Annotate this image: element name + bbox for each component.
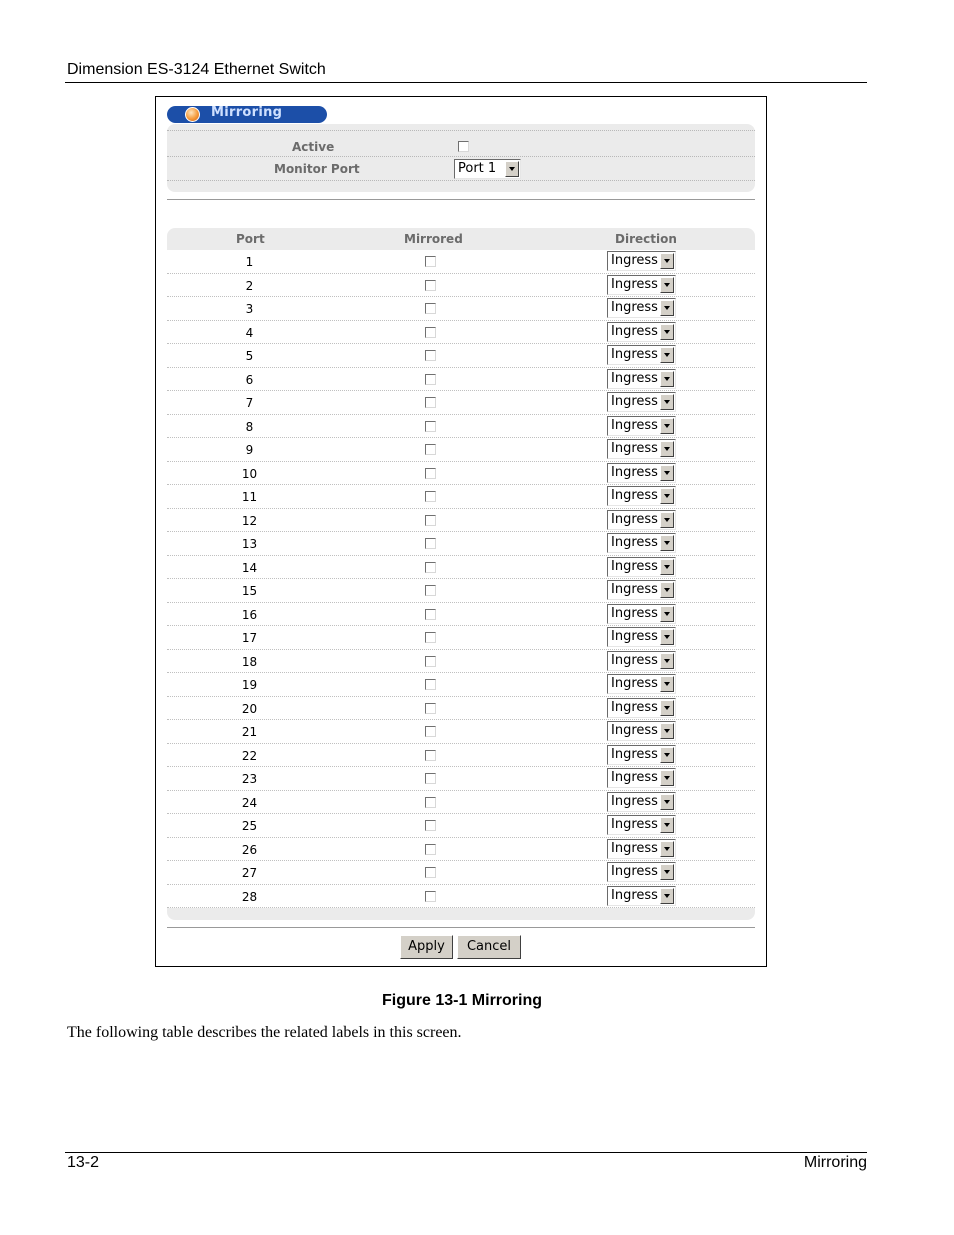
chevron-down-icon[interactable] bbox=[660, 559, 674, 575]
direction-select[interactable] bbox=[607, 345, 676, 365]
direction-select[interactable] bbox=[607, 439, 676, 459]
direction-value: Ingress bbox=[611, 535, 658, 550]
mirrored-checkbox[interactable] bbox=[425, 515, 436, 526]
table-row bbox=[167, 673, 755, 697]
active-label: Active bbox=[292, 140, 335, 154]
mirrored-checkbox[interactable] bbox=[425, 303, 436, 314]
direction-select[interactable] bbox=[607, 275, 676, 295]
table-row bbox=[167, 838, 755, 862]
mirrored-checkbox[interactable] bbox=[425, 867, 436, 878]
chevron-down-icon[interactable] bbox=[505, 161, 519, 177]
port-number: 12 bbox=[241, 513, 258, 528]
chevron-down-icon[interactable] bbox=[660, 465, 674, 481]
direction-select[interactable] bbox=[607, 674, 676, 694]
chevron-down-icon[interactable] bbox=[660, 371, 674, 387]
port-number: 21 bbox=[241, 725, 258, 739]
port-number: 15 bbox=[241, 584, 258, 598]
table-row bbox=[167, 579, 755, 603]
table-row bbox=[167, 250, 755, 274]
chevron-down-icon[interactable] bbox=[660, 864, 674, 880]
mirrored-checkbox[interactable] bbox=[425, 844, 436, 855]
chevron-down-icon[interactable] bbox=[660, 841, 674, 857]
port-number: 8 bbox=[245, 419, 254, 434]
table-row bbox=[167, 438, 755, 462]
page-number: 13-2 bbox=[67, 1154, 100, 1171]
screen-title: Mirroring bbox=[211, 105, 283, 120]
direction-select[interactable] bbox=[607, 792, 676, 812]
table-row bbox=[167, 368, 755, 392]
mirrored-checkbox[interactable] bbox=[425, 256, 436, 267]
direction-select[interactable] bbox=[607, 721, 676, 741]
direction-select[interactable] bbox=[607, 392, 676, 412]
table-row bbox=[167, 297, 755, 321]
table-row bbox=[167, 650, 755, 674]
table-row bbox=[167, 321, 755, 345]
mirrored-checkbox[interactable] bbox=[425, 374, 436, 385]
port-number: 3 bbox=[245, 302, 254, 316]
table-row bbox=[167, 344, 755, 368]
direction-select[interactable] bbox=[607, 768, 676, 788]
chevron-down-icon[interactable] bbox=[660, 253, 674, 269]
direction-value: Ingress bbox=[611, 723, 658, 738]
mirrored-checkbox[interactable] bbox=[425, 773, 436, 784]
direction-select[interactable] bbox=[607, 886, 676, 906]
mirrored-checkbox[interactable] bbox=[425, 703, 436, 714]
monitor-port-label: Monitor Port bbox=[274, 162, 360, 176]
table-row bbox=[167, 744, 755, 768]
direction-select[interactable] bbox=[607, 627, 676, 647]
port-number: 20 bbox=[241, 701, 258, 716]
chevron-down-icon[interactable] bbox=[660, 653, 674, 669]
table-row bbox=[167, 861, 755, 885]
direction-value: Ingress bbox=[611, 582, 658, 597]
mirrored-checkbox[interactable] bbox=[425, 797, 436, 808]
port-number: 25 bbox=[241, 819, 258, 833]
table-row bbox=[167, 274, 755, 298]
mirrored-checkbox[interactable] bbox=[425, 397, 436, 408]
direction-select[interactable] bbox=[607, 698, 676, 718]
direction-value: Ingress bbox=[611, 441, 658, 456]
chevron-down-icon[interactable] bbox=[660, 277, 674, 293]
chevron-down-icon[interactable] bbox=[660, 488, 674, 504]
chevron-down-icon[interactable] bbox=[660, 770, 674, 786]
apply-button[interactable]: Apply bbox=[400, 935, 453, 959]
mirrored-checkbox[interactable] bbox=[425, 350, 436, 361]
footer-rule bbox=[65, 1152, 867, 1153]
direction-value: Ingress bbox=[611, 887, 658, 903]
mirrored-checkbox[interactable] bbox=[425, 656, 436, 667]
direction-select[interactable] bbox=[607, 580, 676, 600]
direction-select[interactable] bbox=[607, 557, 676, 577]
monitor-port-select[interactable] bbox=[454, 159, 521, 179]
port-number: 17 bbox=[241, 631, 258, 645]
direction-select[interactable] bbox=[607, 815, 676, 835]
table-row bbox=[167, 556, 755, 580]
mirrored-checkbox[interactable] bbox=[425, 726, 436, 737]
direction-value: Ingress bbox=[611, 488, 658, 503]
figure-caption: Figure 13-1 Mirroring bbox=[381, 992, 543, 1009]
direction-select[interactable] bbox=[607, 463, 676, 483]
direction-value: Ingress bbox=[611, 629, 658, 644]
direction-value: Ingress bbox=[611, 676, 658, 691]
direction-value: Ingress bbox=[611, 793, 658, 809]
direction-value: Ingress bbox=[611, 699, 658, 715]
mirroring-screen bbox=[155, 96, 767, 967]
header-rule bbox=[65, 82, 867, 83]
table-row bbox=[167, 485, 755, 509]
direction-value: Ingress bbox=[611, 253, 658, 268]
chevron-down-icon[interactable] bbox=[660, 629, 674, 645]
port-number: 26 bbox=[241, 842, 258, 857]
table-row bbox=[167, 415, 755, 439]
direction-value: Ingress bbox=[611, 464, 658, 480]
direction-value: Ingress bbox=[611, 864, 658, 879]
table-row bbox=[167, 814, 755, 838]
port-number: 23 bbox=[241, 772, 258, 786]
table-row bbox=[167, 791, 755, 815]
table-row bbox=[167, 626, 755, 650]
chevron-down-icon[interactable] bbox=[660, 324, 674, 340]
row-divider bbox=[167, 130, 755, 132]
port-number: 4 bbox=[245, 325, 254, 340]
direction-select[interactable] bbox=[607, 510, 676, 530]
direction-value: Ingress bbox=[611, 370, 658, 386]
screen-title-bar bbox=[167, 106, 327, 123]
table-row bbox=[167, 532, 755, 556]
mirrored-checkbox[interactable] bbox=[425, 609, 436, 620]
direction-value: Ingress bbox=[611, 417, 658, 433]
direction-value: Ingress bbox=[611, 558, 658, 574]
chevron-down-icon[interactable] bbox=[660, 300, 674, 316]
table-row bbox=[167, 885, 755, 909]
direction-value: Ingress bbox=[611, 394, 658, 409]
port-mirroring-table bbox=[167, 228, 755, 920]
chevron-down-icon[interactable] bbox=[660, 512, 674, 528]
mirrored-checkbox[interactable] bbox=[425, 421, 436, 432]
chevron-down-icon[interactable] bbox=[660, 441, 674, 457]
table-row bbox=[167, 720, 755, 744]
direction-select[interactable] bbox=[607, 298, 676, 318]
chevron-down-icon[interactable] bbox=[660, 747, 674, 763]
chevron-down-icon[interactable] bbox=[660, 418, 674, 434]
chevron-down-icon[interactable] bbox=[660, 394, 674, 410]
direction-value: Ingress bbox=[611, 746, 658, 762]
column-header-mirrored: Mirrored bbox=[404, 232, 463, 246]
mirrored-checkbox[interactable] bbox=[425, 444, 436, 455]
direction-value: Ingress bbox=[611, 652, 658, 668]
table-row bbox=[167, 767, 755, 791]
port-number: 16 bbox=[241, 607, 258, 622]
mirrored-checkbox[interactable] bbox=[425, 538, 436, 549]
port-number: 11 bbox=[241, 490, 258, 504]
direction-select[interactable] bbox=[607, 533, 676, 553]
port-number: 2 bbox=[245, 278, 254, 293]
active-checkbox[interactable] bbox=[458, 141, 469, 152]
chevron-down-icon[interactable] bbox=[660, 817, 674, 833]
mirrored-checkbox[interactable] bbox=[425, 468, 436, 479]
mirrored-checkbox[interactable] bbox=[425, 891, 436, 902]
button-divider bbox=[167, 927, 755, 928]
table-row bbox=[167, 603, 755, 627]
row-divider bbox=[167, 180, 755, 182]
direction-value: Ingress bbox=[611, 347, 658, 362]
monitor-port-value: Port 1 bbox=[458, 161, 497, 176]
port-number: 28 bbox=[241, 889, 258, 904]
direction-value: Ingress bbox=[611, 300, 658, 315]
settings-panel bbox=[167, 124, 755, 192]
port-number: 14 bbox=[241, 560, 258, 575]
column-header-port: Port bbox=[236, 232, 265, 246]
table-row bbox=[167, 391, 755, 415]
port-number: 10 bbox=[241, 466, 258, 481]
direction-select[interactable] bbox=[607, 486, 676, 506]
port-number: 19 bbox=[241, 678, 258, 692]
mirrored-checkbox[interactable] bbox=[425, 327, 436, 338]
direction-select[interactable] bbox=[607, 369, 676, 389]
cancel-button[interactable]: Cancel bbox=[457, 935, 521, 959]
mirrored-checkbox[interactable] bbox=[425, 820, 436, 831]
port-number: 5 bbox=[245, 349, 254, 363]
direction-select[interactable] bbox=[607, 862, 676, 882]
port-number: 13 bbox=[241, 537, 258, 551]
port-number: 22 bbox=[241, 748, 258, 763]
direction-value: Ingress bbox=[611, 276, 658, 292]
mirrored-checkbox[interactable] bbox=[425, 632, 436, 643]
direction-select[interactable] bbox=[607, 839, 676, 859]
chevron-down-icon[interactable] bbox=[660, 723, 674, 739]
body-paragraph: The following table describes the related labels in this screen. bbox=[67, 1024, 462, 1041]
direction-value: Ingress bbox=[611, 817, 658, 832]
chevron-down-icon[interactable] bbox=[660, 347, 674, 363]
chevron-down-icon[interactable] bbox=[660, 535, 674, 551]
chevron-down-icon[interactable] bbox=[660, 676, 674, 692]
table-row bbox=[167, 697, 755, 721]
port-number: 27 bbox=[241, 866, 258, 880]
direction-select[interactable] bbox=[607, 322, 676, 342]
port-number: 7 bbox=[245, 396, 254, 410]
mirrored-checkbox[interactable] bbox=[425, 585, 436, 596]
chevron-down-icon[interactable] bbox=[660, 888, 674, 904]
port-number: 1 bbox=[245, 255, 254, 269]
direction-value: Ingress bbox=[611, 511, 658, 527]
port-number: 24 bbox=[241, 795, 258, 810]
table-row bbox=[167, 462, 755, 486]
table-row bbox=[167, 509, 755, 533]
mirrored-checkbox[interactable] bbox=[425, 750, 436, 761]
chapter-name: Mirroring bbox=[803, 1154, 867, 1171]
orb-icon bbox=[185, 107, 200, 122]
direction-select[interactable] bbox=[607, 251, 676, 271]
direction-value: Ingress bbox=[611, 323, 658, 339]
direction-value: Ingress bbox=[611, 840, 658, 856]
document-header: Dimension ES-3124 Ethernet Switch bbox=[67, 61, 326, 78]
direction-value: Ingress bbox=[611, 605, 658, 621]
direction-select[interactable] bbox=[607, 651, 676, 671]
direction-value: Ingress bbox=[611, 770, 658, 785]
mirrored-checkbox[interactable] bbox=[425, 679, 436, 690]
row-divider bbox=[167, 156, 755, 158]
chevron-down-icon[interactable] bbox=[660, 700, 674, 716]
port-number: 18 bbox=[241, 654, 258, 669]
port-number: 9 bbox=[245, 443, 254, 457]
direction-select[interactable] bbox=[607, 604, 676, 624]
port-number: 6 bbox=[245, 372, 254, 387]
column-header-direction: Direction bbox=[615, 232, 677, 246]
chevron-down-icon[interactable] bbox=[660, 606, 674, 622]
mirrored-checkbox[interactable] bbox=[425, 491, 436, 502]
direction-select[interactable] bbox=[607, 745, 676, 765]
chevron-down-icon[interactable] bbox=[660, 794, 674, 810]
mirrored-checkbox[interactable] bbox=[425, 280, 436, 291]
mirrored-checkbox[interactable] bbox=[425, 562, 436, 573]
chevron-down-icon[interactable] bbox=[660, 582, 674, 598]
section-divider bbox=[167, 199, 755, 200]
direction-select[interactable] bbox=[607, 416, 676, 436]
